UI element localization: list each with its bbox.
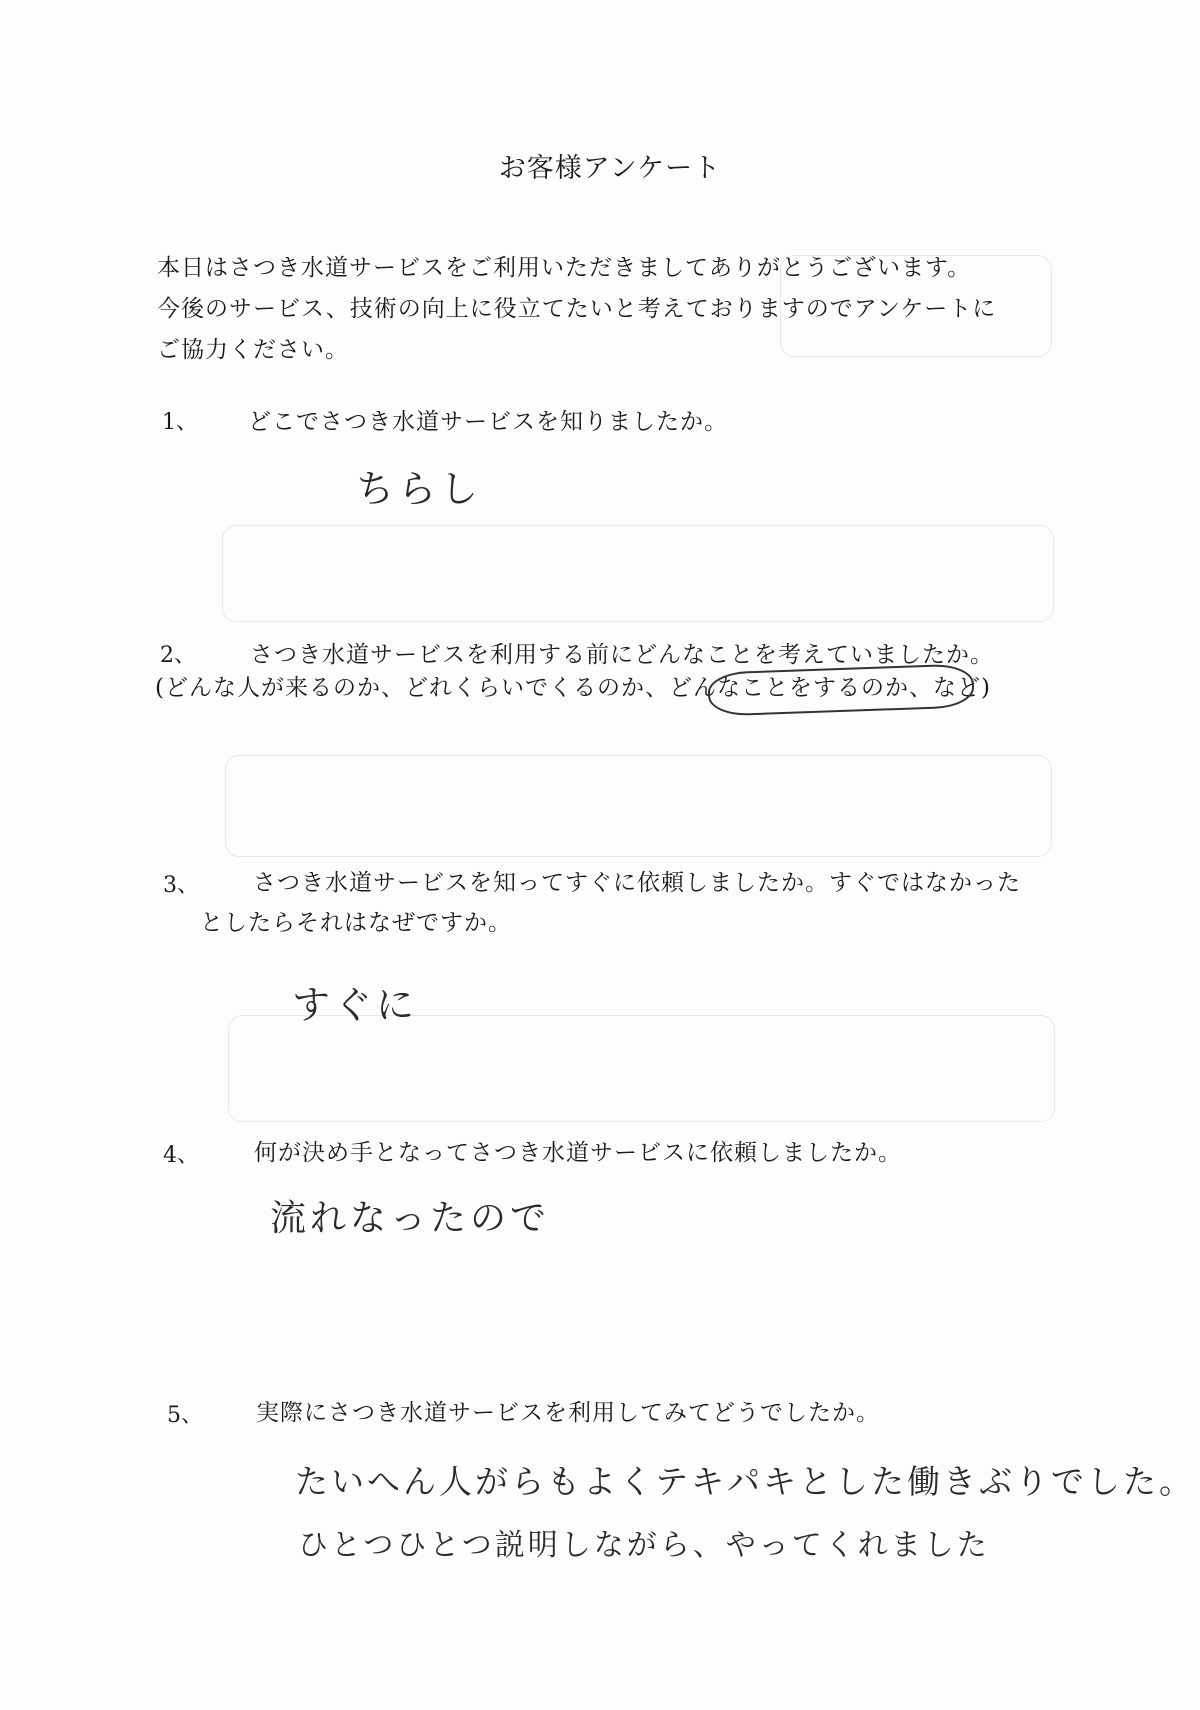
show-through-box — [222, 525, 1054, 622]
intro-line: ご協力ください。 — [157, 337, 349, 363]
question-4-text: 何が決め手となってさつき水道サービスに依頼しましたか。 — [254, 1140, 902, 1166]
intro-line: 本日はさつき水道サービスをご利用いただきましてありがとうございます。 — [157, 255, 972, 281]
question-5-text: 実際にさつき水道サービスを利用してみてどうでしたか。 — [256, 1400, 880, 1426]
question-5-answer: たいへん人がらもよくテキパキとした働きぶりでした。 — [295, 1462, 1195, 1501]
show-through-box — [228, 1015, 1055, 1122]
question-1-text: どこでさつき水道サービスを知りましたか。 — [248, 409, 728, 435]
intro-paragraph — [157, 248, 1077, 371]
question-4-number: 4、 — [163, 1143, 199, 1168]
question-2-text: さつき水道サービスを利用する前にどんなことを考えていましたか。 — [250, 642, 994, 668]
question-3-answer: すぐに — [292, 983, 419, 1027]
show-through-box — [225, 755, 1052, 857]
question-3-text-line2: としたらそれはなぜですか。 — [200, 910, 512, 936]
question-4-answer: 流れなったので — [270, 1198, 551, 1239]
question-1-answer: ちらし — [356, 467, 483, 511]
question-2-text-line2: (どんな人が来るのか、どれくらいでくるのか、どんなことをするのか、など) — [155, 675, 991, 701]
page-title: お客様アンケート — [498, 153, 722, 184]
question-1-number: 1、 — [162, 410, 198, 435]
intro-line: 今後のサービス、技術の向上に役立てたいと考えておりますのでアンケートに — [157, 296, 997, 322]
question-3-text: さつき水道サービスを知ってすぐに依頼しましたか。すぐではなかった — [253, 870, 1021, 896]
question-5-answer-line2: ひとつひとつ説明しながら、やってくれました — [298, 1528, 990, 1563]
question-3-number: 3、 — [163, 873, 199, 898]
question-5-number: 5、 — [167, 1403, 203, 1428]
question-2-number: 2、 — [160, 643, 196, 668]
answer-circle-mark — [707, 663, 974, 716]
